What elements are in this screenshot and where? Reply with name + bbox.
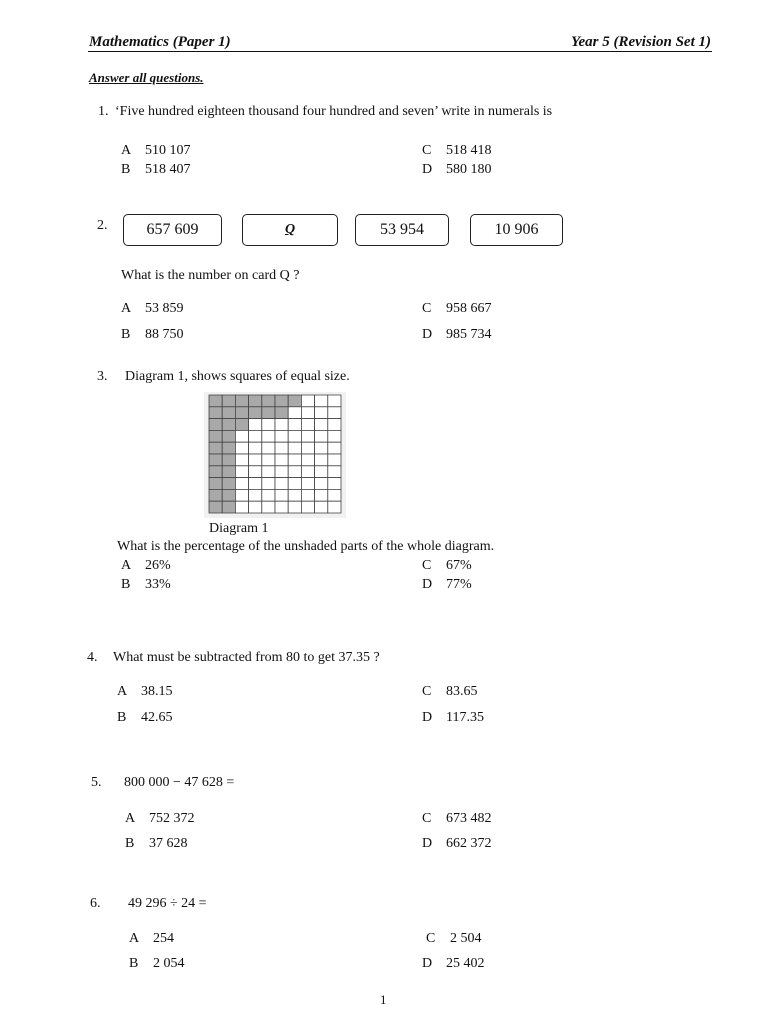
shaded-square	[235, 419, 248, 431]
option-c: C 83.65	[422, 684, 478, 699]
option-b-value: 518 407	[145, 162, 191, 177]
option-d: D 662 372	[422, 836, 492, 851]
option-d-value: 985 734	[446, 327, 492, 342]
option-a-value: 510 107	[145, 143, 191, 158]
unshaded-square	[288, 489, 301, 501]
shaded-square	[275, 407, 288, 419]
shaded-square	[275, 395, 288, 407]
option-b: B 2 054	[129, 956, 185, 971]
option-c-value: 958 667	[446, 301, 492, 316]
unshaded-square	[235, 478, 248, 490]
unshaded-square	[301, 430, 314, 442]
option-b: B 88 750	[121, 327, 184, 342]
option-d: D 580 180	[422, 162, 492, 177]
option-a-value: 752 372	[149, 811, 195, 826]
shaded-square	[222, 478, 235, 490]
unshaded-square	[328, 501, 341, 513]
shaded-square	[288, 395, 301, 407]
unshaded-square	[315, 419, 328, 431]
unshaded-square	[275, 419, 288, 431]
number-card-q: Q	[242, 214, 338, 246]
unshaded-square	[315, 442, 328, 454]
unshaded-square	[275, 489, 288, 501]
shaded-square	[209, 489, 222, 501]
unshaded-square	[328, 430, 341, 442]
option-d-value: 77%	[446, 577, 472, 592]
question-number: 5.	[91, 775, 102, 790]
option-c-value: 673 482	[446, 811, 492, 826]
unshaded-square	[275, 501, 288, 513]
unshaded-square	[328, 419, 341, 431]
option-a-value: 254	[153, 931, 174, 946]
unshaded-square	[249, 430, 262, 442]
unshaded-square	[249, 454, 262, 466]
option-b: B 42.65	[117, 710, 173, 725]
option-b-value: 88 750	[145, 327, 184, 342]
option-b: B 33%	[121, 577, 171, 592]
shaded-square	[222, 489, 235, 501]
unshaded-square	[315, 489, 328, 501]
unshaded-square	[262, 454, 275, 466]
diagram-caption: Diagram 1	[209, 521, 269, 536]
shaded-square	[209, 419, 222, 431]
unshaded-square	[262, 419, 275, 431]
unshaded-square	[235, 442, 248, 454]
unshaded-square	[301, 501, 314, 513]
number-card-1: 657 609	[123, 214, 222, 246]
option-b-value: 42.65	[141, 710, 173, 725]
unshaded-square	[328, 442, 341, 454]
option-c: C 518 418	[422, 143, 492, 158]
unshaded-square	[235, 430, 248, 442]
shaded-square	[209, 501, 222, 513]
unshaded-square	[262, 501, 275, 513]
option-d: D 77%	[422, 577, 472, 592]
unshaded-square	[275, 478, 288, 490]
unshaded-square	[288, 430, 301, 442]
unshaded-square	[315, 478, 328, 490]
question-number: 4.	[87, 650, 98, 665]
option-b-value: 33%	[145, 577, 171, 592]
unshaded-square	[235, 454, 248, 466]
shaded-square	[209, 430, 222, 442]
shaded-square	[222, 395, 235, 407]
unshaded-square	[315, 395, 328, 407]
question-text: 49 296 ÷ 24 =	[128, 896, 207, 911]
shaded-square	[209, 478, 222, 490]
question-number: 2.	[97, 218, 108, 233]
subject-title: Mathematics (Paper 1)	[89, 34, 231, 50]
option-c: C 2 504	[426, 931, 482, 946]
unshaded-square	[315, 407, 328, 419]
unshaded-square	[328, 489, 341, 501]
unshaded-square	[235, 501, 248, 513]
option-d-value: 25 402	[446, 956, 485, 971]
unshaded-square	[315, 430, 328, 442]
unshaded-square	[315, 466, 328, 478]
question-number: 3.	[97, 369, 108, 384]
unshaded-square	[288, 501, 301, 513]
number-card-3: 53 954	[355, 214, 449, 246]
question-text: ‘Five hundred eighteen thousand four hundred and seven’ write in numerals is	[115, 104, 553, 119]
shaded-square	[222, 442, 235, 454]
unshaded-square	[328, 466, 341, 478]
option-c-value: 2 504	[450, 931, 482, 946]
question-number: 6.	[90, 896, 101, 911]
shaded-square	[222, 466, 235, 478]
option-c: C 67%	[422, 558, 472, 573]
question-text: What is the number on card Q ?	[121, 268, 300, 283]
unshaded-square	[301, 466, 314, 478]
unshaded-square	[235, 466, 248, 478]
unshaded-square	[288, 407, 301, 419]
unshaded-square	[288, 478, 301, 490]
unshaded-square	[275, 442, 288, 454]
option-d-value: 662 372	[446, 836, 492, 851]
unshaded-square	[301, 442, 314, 454]
option-d-value: 580 180	[446, 162, 492, 177]
question-subtext: What is the percentage of the unshaded parts of the whole diagram.	[117, 539, 495, 554]
unshaded-square	[249, 478, 262, 490]
option-b-value: 37 628	[149, 836, 188, 851]
header-rule	[88, 51, 712, 52]
option-c-value: 518 418	[446, 143, 492, 158]
option-c: C 673 482	[422, 811, 492, 826]
option-a-value: 53 859	[145, 301, 184, 316]
option-a: A 38.15	[117, 684, 173, 699]
option-a: A 510 107	[121, 143, 191, 158]
option-c: C 958 667	[422, 301, 492, 316]
option-b: B 37 628	[125, 836, 188, 851]
option-a: A 752 372	[125, 811, 195, 826]
unshaded-square	[301, 407, 314, 419]
shaded-square	[209, 454, 222, 466]
shaded-square	[209, 395, 222, 407]
unshaded-square	[275, 430, 288, 442]
diagram-1	[204, 392, 346, 518]
unshaded-square	[288, 419, 301, 431]
question-number: 1.	[98, 104, 109, 119]
unshaded-square	[288, 442, 301, 454]
option-a: A 53 859	[121, 301, 184, 316]
shaded-square	[262, 407, 275, 419]
option-d: D 25 402	[422, 956, 485, 971]
unshaded-square	[315, 501, 328, 513]
unshaded-square	[328, 407, 341, 419]
unshaded-square	[262, 466, 275, 478]
unshaded-square	[288, 454, 301, 466]
unshaded-square	[288, 466, 301, 478]
unshaded-square	[262, 489, 275, 501]
option-d: D 117.35	[422, 710, 484, 725]
unshaded-square	[249, 419, 262, 431]
shaded-square	[222, 454, 235, 466]
shaded-square	[235, 407, 248, 419]
option-a-value: 38.15	[141, 684, 173, 699]
unshaded-square	[315, 454, 328, 466]
question-text: Diagram 1, shows squares of equal size.	[125, 369, 350, 384]
unshaded-square	[301, 478, 314, 490]
instruction: Answer all questions.	[89, 70, 204, 85]
unshaded-square	[262, 478, 275, 490]
unshaded-square	[328, 454, 341, 466]
shaded-square	[262, 395, 275, 407]
year-set-label: Year 5 (Revision Set 1)	[571, 34, 711, 50]
unshaded-square	[262, 430, 275, 442]
shaded-square	[222, 430, 235, 442]
unshaded-square	[328, 478, 341, 490]
unshaded-square	[275, 454, 288, 466]
unshaded-square	[275, 466, 288, 478]
unshaded-square	[301, 454, 314, 466]
option-b: B 518 407	[121, 162, 191, 177]
shaded-square	[209, 466, 222, 478]
question-text: What must be subtracted from 80 to get 37.35 ?	[113, 650, 380, 665]
shaded-square	[249, 395, 262, 407]
unshaded-square	[301, 489, 314, 501]
page-number: 1	[380, 992, 387, 1007]
unshaded-square	[301, 395, 314, 407]
shaded-square	[222, 419, 235, 431]
option-a-value: 26%	[145, 558, 171, 573]
number-card-4: 10 906	[470, 214, 563, 246]
unshaded-square	[249, 442, 262, 454]
question-text: 800 000 − 47 628 =	[124, 775, 235, 790]
unshaded-square	[235, 489, 248, 501]
shaded-square	[209, 442, 222, 454]
option-b-value: 2 054	[153, 956, 185, 971]
option-a: A 26%	[121, 558, 171, 573]
option-d: D 985 734	[422, 327, 492, 342]
unshaded-square	[249, 466, 262, 478]
unshaded-square	[301, 419, 314, 431]
shaded-square	[209, 407, 222, 419]
unshaded-square	[249, 489, 262, 501]
unshaded-square	[328, 395, 341, 407]
option-c-value: 83.65	[446, 684, 478, 699]
unshaded-square	[262, 442, 275, 454]
square-grid	[204, 392, 346, 518]
option-d-value: 117.35	[446, 710, 484, 725]
shaded-square	[249, 407, 262, 419]
unshaded-square	[249, 501, 262, 513]
shaded-square	[222, 501, 235, 513]
option-c-value: 67%	[446, 558, 472, 573]
shaded-square	[235, 395, 248, 407]
shaded-square	[222, 407, 235, 419]
option-a: A 254	[129, 931, 174, 946]
